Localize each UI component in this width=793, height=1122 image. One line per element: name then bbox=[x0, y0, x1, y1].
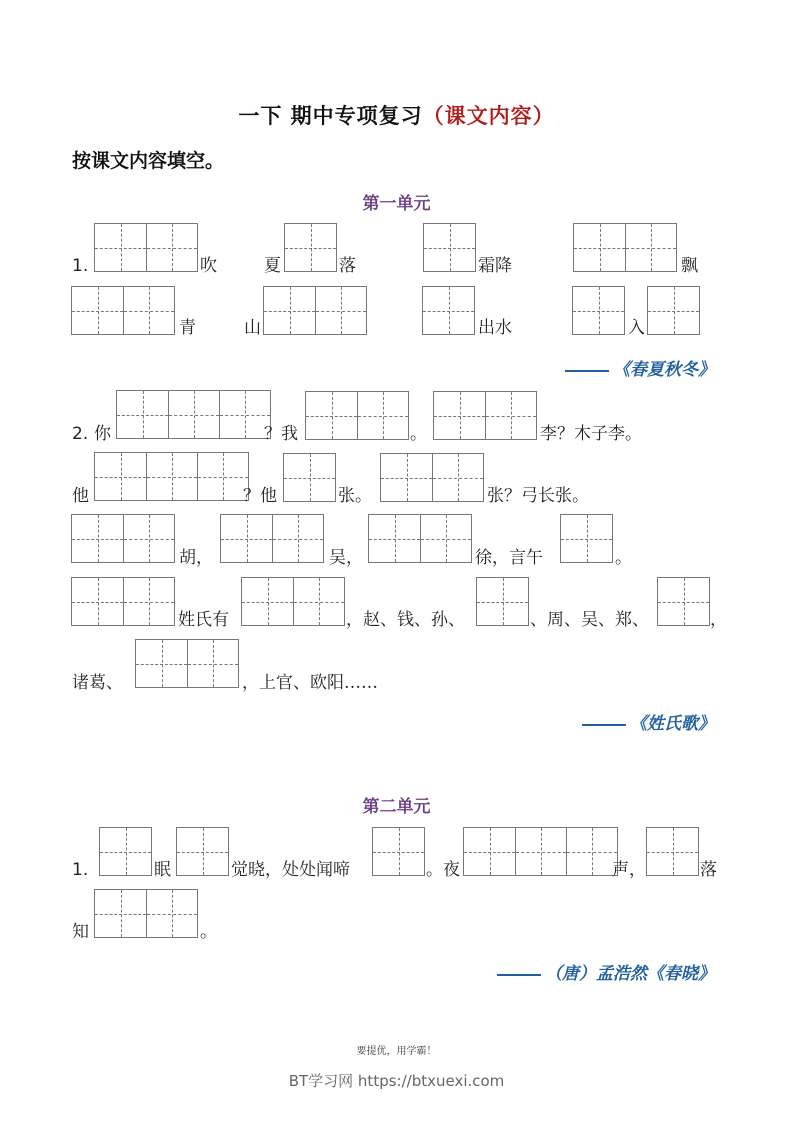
text-segment: 胡， bbox=[179, 548, 213, 568]
writing-grid-2[interactable] bbox=[305, 391, 409, 440]
writing-grid-1[interactable] bbox=[99, 827, 152, 876]
text-segment: 落 bbox=[700, 860, 717, 880]
text-segment: 眠 bbox=[154, 860, 171, 880]
text-segment: 霜降 bbox=[478, 256, 512, 276]
writing-grid-2[interactable] bbox=[573, 223, 677, 272]
writing-grid-2[interactable] bbox=[241, 577, 345, 626]
writing-grid-2[interactable] bbox=[71, 514, 175, 563]
text-segment: 知 bbox=[72, 922, 89, 942]
writing-grid-2[interactable] bbox=[380, 453, 484, 502]
footer-watermark: BT学习网 https://btxuexi.com bbox=[288, 1072, 505, 1090]
writing-grid-1[interactable] bbox=[423, 223, 476, 272]
title-main: 一下 期中专项复习 bbox=[238, 104, 423, 128]
source-citation: 《姓氏歌》 bbox=[582, 709, 715, 734]
instruction: 按课文内容填空。 bbox=[72, 150, 225, 172]
text-segment: 夏 bbox=[264, 256, 281, 276]
item-number: 1. bbox=[72, 256, 89, 276]
text-segment: 徐，言午 bbox=[475, 548, 543, 568]
writing-grid-2[interactable] bbox=[94, 223, 198, 272]
text-segment: 落 bbox=[339, 256, 356, 276]
text-segment: 你 bbox=[94, 424, 111, 444]
text-segment: 声， bbox=[612, 860, 646, 880]
footer-slogan: 要提优，用学霸！ bbox=[356, 1046, 437, 1057]
writing-grid-1[interactable] bbox=[176, 827, 229, 876]
text-segment: 。夜 bbox=[426, 860, 460, 880]
writing-grid-2[interactable] bbox=[94, 889, 198, 938]
writing-grid-1[interactable] bbox=[476, 577, 529, 626]
source-citation: 《春夏秋冬》 bbox=[565, 355, 715, 380]
writing-grid-2[interactable] bbox=[433, 391, 537, 440]
writing-grid-2[interactable] bbox=[135, 639, 239, 688]
writing-grid-2[interactable] bbox=[263, 286, 367, 335]
writing-grid-2[interactable] bbox=[71, 577, 175, 626]
page-title bbox=[0, 100, 793, 130]
dash-line bbox=[565, 370, 609, 372]
writing-grid-1[interactable] bbox=[283, 453, 336, 502]
writing-grid-2[interactable] bbox=[71, 286, 175, 335]
text-segment: 吹 bbox=[200, 256, 217, 276]
writing-grid-1[interactable] bbox=[422, 286, 475, 335]
text-segment: 姓氏有 bbox=[178, 610, 229, 630]
writing-grid-1[interactable] bbox=[657, 577, 710, 626]
writing-grid-1[interactable] bbox=[560, 514, 613, 563]
text-segment: 诸葛、 bbox=[72, 673, 123, 693]
text-segment: 。 bbox=[615, 548, 632, 568]
text-segment: 、周、吴、郑、 bbox=[530, 610, 649, 630]
text-segment: ，赵、钱、孙、 bbox=[346, 610, 465, 630]
text-segment: 张。 bbox=[338, 486, 372, 506]
text-segment: ？我 bbox=[264, 424, 298, 444]
text-segment: ？他 bbox=[243, 486, 277, 506]
text-segment: 青 bbox=[179, 318, 196, 338]
writing-grid-3[interactable] bbox=[463, 827, 618, 876]
writing-grid-2[interactable] bbox=[368, 514, 472, 563]
writing-grid-2[interactable] bbox=[220, 514, 324, 563]
writing-grid-1[interactable] bbox=[647, 286, 700, 335]
writing-grid-3[interactable] bbox=[94, 452, 249, 501]
writing-grid-1[interactable] bbox=[372, 827, 425, 876]
text-segment: 山 bbox=[244, 318, 261, 338]
dash-line bbox=[582, 724, 626, 726]
text-segment: ， bbox=[710, 610, 727, 630]
dash-line bbox=[497, 974, 541, 976]
title-highlight: （课文内容） bbox=[422, 104, 555, 128]
text-segment: 吴， bbox=[329, 548, 363, 568]
unit-heading-1: 第一单元 bbox=[362, 194, 431, 214]
writing-grid-3[interactable] bbox=[116, 390, 271, 439]
text-segment: 他 bbox=[72, 486, 89, 506]
text-segment: 觉晓，处处闻啼 bbox=[231, 860, 350, 880]
text-segment: 出水 bbox=[478, 318, 512, 338]
unit-heading-2: 第二单元 bbox=[362, 797, 431, 817]
source-citation: （唐）孟浩然《春晓》 bbox=[497, 959, 715, 984]
text-segment: 。 bbox=[200, 922, 217, 942]
writing-grid-1[interactable] bbox=[572, 286, 625, 335]
text-segment: 李？木子李。 bbox=[540, 424, 642, 444]
text-segment: 飘 bbox=[681, 256, 698, 276]
text-segment: ，上官、欧阳…… bbox=[242, 673, 378, 693]
item-number: 1. bbox=[72, 860, 89, 880]
writing-grid-1[interactable] bbox=[284, 223, 337, 272]
item-number: 2. bbox=[72, 424, 89, 444]
text-segment: 张？弓长张。 bbox=[487, 486, 589, 506]
writing-grid-1[interactable] bbox=[646, 827, 699, 876]
text-segment: 入 bbox=[628, 318, 645, 338]
text-segment: 。 bbox=[410, 424, 427, 444]
